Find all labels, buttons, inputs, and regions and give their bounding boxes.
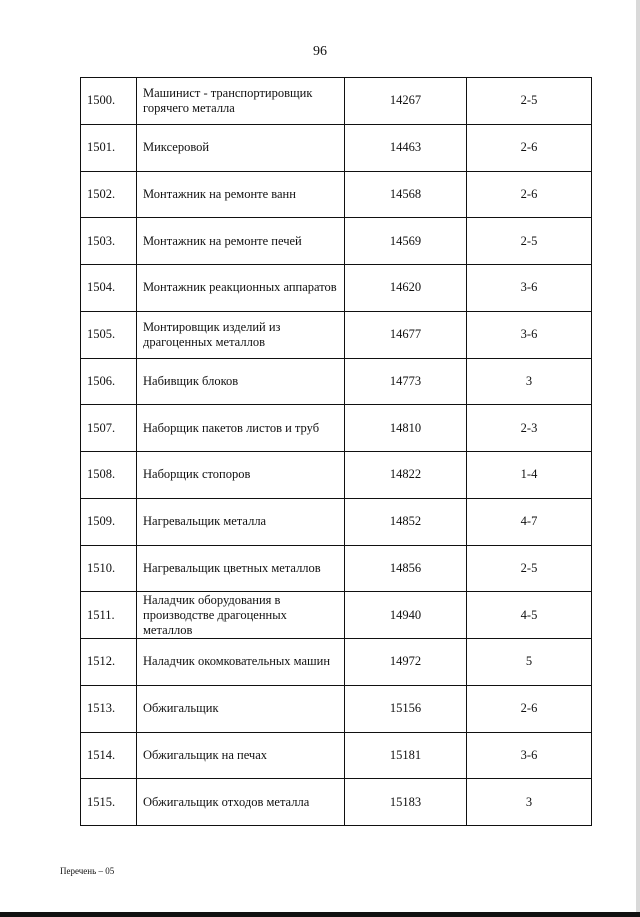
occupation-code: 14463 [345, 124, 467, 171]
page-number: 96 [313, 44, 327, 59]
occupation-name: Монтажник на ремонте ванн [137, 171, 345, 218]
grade-range: 3 [467, 358, 592, 405]
occupation-name: Наладчик оборудования в производстве драгоценных металлов [137, 592, 345, 639]
table-row [81, 358, 592, 405]
occupation-code: 15181 [345, 732, 467, 779]
occupation-code: 14267 [345, 78, 467, 125]
occupation-table [80, 77, 592, 826]
occupation-code: 14856 [345, 545, 467, 592]
occupation-code: 14677 [345, 311, 467, 358]
table-row [81, 265, 592, 312]
occupation-name: Обжигальщик [137, 685, 345, 732]
grade-range: 3-6 [467, 265, 592, 312]
row-number: 1501. [81, 124, 137, 171]
grade-range: 3-6 [467, 732, 592, 779]
occupation-name: Наладчик окомковательных машин [137, 639, 345, 686]
row-number: 1500. [81, 78, 137, 125]
occupation-name: Машинист - транспортировщик горячего металла [137, 78, 345, 125]
occupation-name: Монтировщик изделий из драгоценных металлов [137, 311, 345, 358]
table-row [81, 171, 592, 218]
occupation-code: 15183 [345, 779, 467, 826]
table-row [81, 452, 592, 499]
row-number: 1514. [81, 732, 137, 779]
occupation-name: Миксеровой [137, 124, 345, 171]
occupation-code: 14972 [345, 639, 467, 686]
table-row [81, 545, 592, 592]
occupation-name: Наборщик стопоров [137, 452, 345, 499]
table-row [81, 405, 592, 452]
occupation-code: 14620 [345, 265, 467, 312]
occupation-name: Набивщик блоков [137, 358, 345, 405]
occupation-name: Обжигальщик на печах [137, 732, 345, 779]
table-row [81, 592, 592, 639]
row-number: 1502. [81, 171, 137, 218]
occupation-code: 14940 [345, 592, 467, 639]
scan-edge-right [636, 0, 640, 917]
table-row [81, 779, 592, 826]
table-row [81, 218, 592, 265]
occupation-name: Монтажник на ремонте печей [137, 218, 345, 265]
row-number: 1510. [81, 545, 137, 592]
table-row [81, 78, 592, 125]
grade-range: 3-6 [467, 311, 592, 358]
row-number: 1504. [81, 265, 137, 312]
occupation-name: Обжигальщик отходов металла [137, 779, 345, 826]
table-row [81, 732, 592, 779]
scan-edge-bottom [0, 912, 640, 917]
occupation-code: 15156 [345, 685, 467, 732]
occupation-code: 14569 [345, 218, 467, 265]
table-row [81, 311, 592, 358]
row-number: 1509. [81, 498, 137, 545]
table-row [81, 639, 592, 686]
row-number: 1506. [81, 358, 137, 405]
table-body [81, 78, 592, 826]
grade-range: 1-4 [467, 452, 592, 499]
footer-label: Перечень – 05 [60, 866, 115, 876]
row-number: 1507. [81, 405, 137, 452]
occupation-code: 14568 [345, 171, 467, 218]
row-number: 1511. [81, 592, 137, 639]
grade-range: 2-5 [467, 218, 592, 265]
grade-range: 5 [467, 639, 592, 686]
table-row [81, 498, 592, 545]
grade-range: 4-5 [467, 592, 592, 639]
occupation-code: 14822 [345, 452, 467, 499]
grade-range: 2-6 [467, 685, 592, 732]
grade-range: 2-3 [467, 405, 592, 452]
occupation-name: Нагревальщик цветных металлов [137, 545, 345, 592]
row-number: 1515. [81, 779, 137, 826]
occupation-name: Наборщик пакетов листов и труб [137, 405, 345, 452]
grade-range: 2-5 [467, 78, 592, 125]
grade-range: 2-6 [467, 171, 592, 218]
grade-range: 2-5 [467, 545, 592, 592]
row-number: 1513. [81, 685, 137, 732]
occupation-name: Нагревальщик металла [137, 498, 345, 545]
row-number: 1503. [81, 218, 137, 265]
occupation-code: 14773 [345, 358, 467, 405]
occupation-name: Монтажник реакционных аппаратов [137, 265, 345, 312]
occupation-code: 14810 [345, 405, 467, 452]
grade-range: 2-6 [467, 124, 592, 171]
occupation-code: 14852 [345, 498, 467, 545]
grade-range: 4-7 [467, 498, 592, 545]
grade-range: 3 [467, 779, 592, 826]
row-number: 1508. [81, 452, 137, 499]
row-number: 1512. [81, 639, 137, 686]
table-row [81, 124, 592, 171]
table-row [81, 685, 592, 732]
row-number: 1505. [81, 311, 137, 358]
